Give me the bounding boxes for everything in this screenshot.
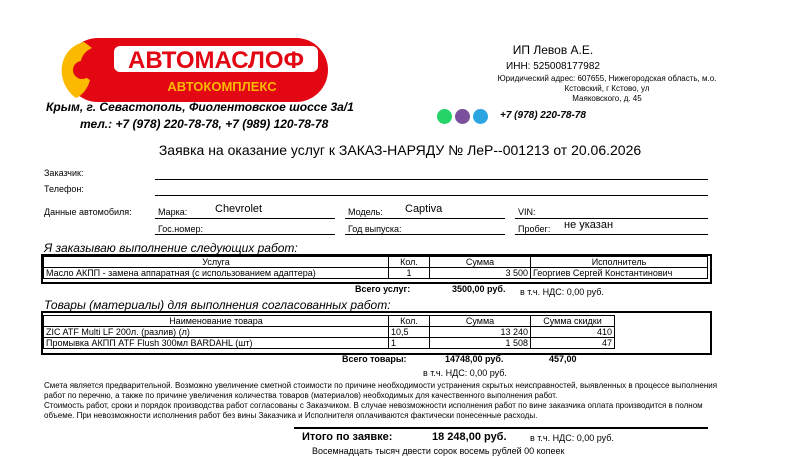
service-qty: 1 (389, 268, 430, 279)
col-goods-name: Наименование товара (44, 316, 389, 327)
make-line (155, 218, 335, 219)
col-sum: Сумма (430, 316, 531, 327)
customer-label: Заказчик: (44, 168, 84, 178)
goods-discount: 410 (531, 327, 615, 338)
plate-label: Гос.номер: (158, 224, 203, 234)
col-discount: Сумма скидки (531, 316, 615, 327)
note-paragraph: Смета является предварительной. Возможно увеличение сметной стоимости по причине необходимости устранения скрытых неисправностей, выявленных в процессе выполнения работ по перечню, а также по причине увеличения количества товаров (материалов) необходимых для качественного выполнения работ. (44, 381, 718, 400)
legal-address-line1: Юридический адрес: 607655, Нижегородская область, м.о. Кстовский, г Кстово, ул (497, 74, 717, 93)
grand-total-words: Восемнадцать тысяч двести сорок восемь рублей 00 копеек (312, 446, 565, 456)
col-executor: Исполнитель (531, 257, 708, 268)
customer-line (155, 179, 708, 180)
mileage-line (515, 234, 708, 235)
goods-vat: в т.ч. НДС: 0,00 руб. (423, 368, 507, 378)
service-executor: Георгиев Сергей Константинович (531, 268, 708, 279)
mileage-label: Пробег: (518, 224, 551, 234)
services-total: 3500,00 руб. (452, 284, 506, 294)
goods-heading: Товары (материалы) для выполнения согласованных работ: (44, 298, 391, 312)
whatsapp-icon (437, 109, 452, 124)
services-heading: Я заказываю выполнение следующих работ: (44, 241, 298, 255)
grand-total-label: Итого по заявке: (302, 431, 393, 443)
goods-qty: 10,5 (389, 327, 430, 338)
goods-table (43, 315, 615, 349)
estimate-note (44, 381, 724, 421)
goods-total: 14748,00 руб. (445, 354, 504, 364)
model-value: Captiva (405, 203, 443, 215)
goods-discount: 47 (531, 338, 615, 349)
phone-label: Телефон: (44, 184, 84, 194)
goods-qty: 1 (389, 338, 430, 349)
service-name: Масло АКПП - замена аппаратная (с использованием адаптера) (44, 268, 389, 279)
goods-total-label: Всего товары: (342, 354, 407, 364)
goods-name: Промывка АКПП ATF Flush 300мл BARDAHL (шт) (44, 338, 389, 349)
vin-label: VIN: (518, 207, 536, 217)
company-name: ИП Левов А.Е. (512, 43, 594, 57)
phone-line (155, 195, 708, 196)
legal-address-line2: Маяковского, д. 45 (572, 94, 642, 103)
year-line (345, 234, 505, 235)
legal-address (492, 74, 722, 104)
company-logo (52, 36, 330, 104)
logo-sub: АВТОКОМПЛЕКС (167, 79, 277, 94)
col-sum: Сумма (430, 257, 531, 268)
plate-line (155, 234, 335, 235)
mileage-value: не указан (564, 219, 614, 231)
car-data-label: Данные автомобиля: (44, 207, 132, 217)
goods-name: ZIC ATF Multi LF 200л. (разлив) (л) (44, 327, 389, 338)
workshop-address: Крым, г. Севастополь, Фиолентовское шоссе 3а/1 (46, 100, 354, 114)
table-header-row (44, 316, 615, 327)
goods-discount-total: 457,00 (549, 354, 577, 364)
logo-graphic (52, 36, 330, 104)
col-service: Услуга (44, 257, 389, 268)
table-row (44, 338, 615, 349)
goods-sum: 13 240 (430, 327, 531, 338)
note-paragraph: Стоимость работ, сроки и порядок производства работ согласованы с Заказчиком. В случае невозможности исполнения работ по вине заказчика оплата производится в полном объеме. При невозможности исполнения работ без вины Заказчика и Исполнителя оплачиваются фактически понесенные расходы. (44, 401, 703, 420)
viber-icon (455, 109, 470, 124)
services-total-label: Всего услуг: (355, 284, 411, 294)
table-row (44, 327, 615, 338)
table-row (44, 268, 708, 279)
table-header-row (44, 257, 708, 268)
messenger-phone: +7 (978) 220-78-78 (500, 110, 586, 121)
services-vat: в т.ч. НДС: 0,00 руб. (520, 287, 604, 297)
model-line (345, 218, 505, 219)
company-inn: ИНН: 525008177982 (506, 61, 600, 72)
services-table (43, 256, 708, 279)
service-sum: 3 500 (430, 268, 531, 279)
document-title: Заявка на оказание услуг к ЗАКАЗ-НАРЯДУ № ЛеР--001213 от 20.06.2026 (158, 142, 642, 158)
grand-total-divider (294, 427, 708, 429)
goods-sum: 1 508 (430, 338, 531, 349)
grand-total-amount: 18 248,00 руб. (432, 431, 507, 443)
col-qty: Кол. (389, 257, 430, 268)
workshop-phones: тел.: +7 (978) 220-78-78, +7 (989) 120-78-78 (80, 117, 329, 131)
make-label: Марка: (158, 207, 188, 217)
model-label: Модель: (348, 207, 383, 217)
messenger-icons (437, 108, 488, 124)
telegram-icon (473, 109, 488, 124)
grand-total-vat: в т.ч. НДС: 0,00 руб. (530, 433, 614, 443)
make-value: Chevrolet (215, 203, 263, 215)
col-qty: Кол. (389, 316, 430, 327)
logo-name: АВТОМАСЛОФ (128, 47, 304, 74)
year-label: Год выпуска: (348, 224, 402, 234)
